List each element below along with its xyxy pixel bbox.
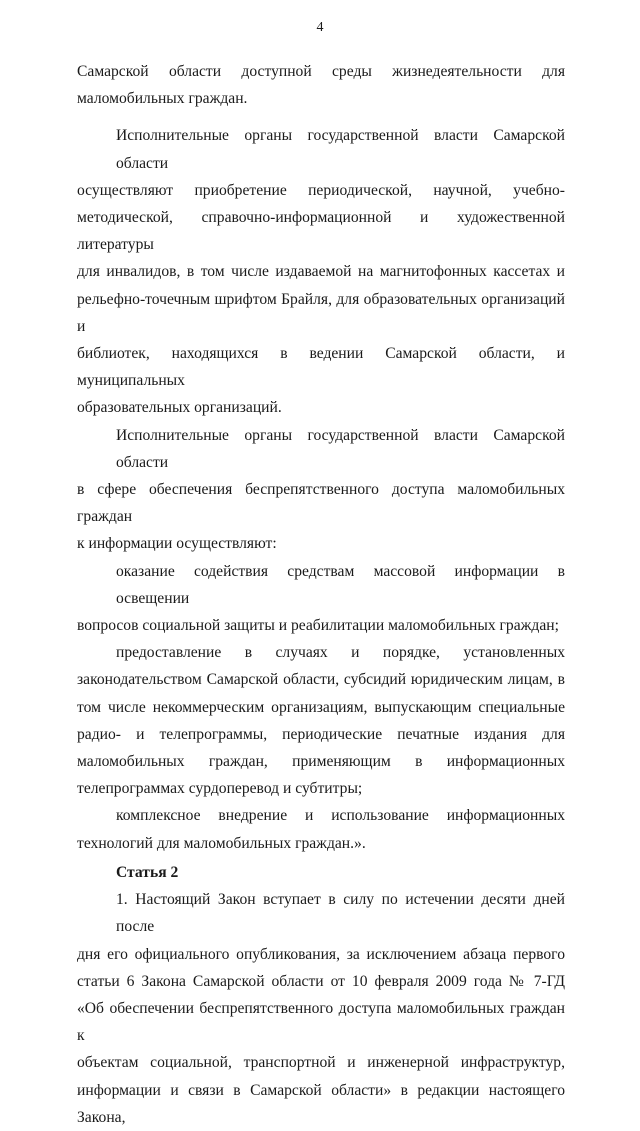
text-line: радио- и телепрограммы, периодические печатные издания для (77, 725, 565, 743)
text-line: к информации осуществляют: (77, 535, 277, 553)
text-line: законодательством Самарской области, субсидий юридическим лицам, в (77, 671, 565, 689)
text-line: 1. Настоящий Закон вступает в силу по истечении десяти дней после (116, 891, 565, 936)
paragraph (77, 886, 565, 1131)
text-line: библиотек, находящихся в ведении Самарской области, и муниципальных (77, 345, 565, 390)
text-line: дня его официального опубликования, за исключением абзаца первого (77, 945, 565, 963)
text-line: осуществляют приобретение периодической, научной, учебно- (77, 181, 565, 199)
text-line: методической, справочно-информационной и художественной литературы (77, 209, 565, 254)
text-line: предоставление в случаях и порядке, установленных (116, 644, 565, 662)
text-line: рельефно-точечным шрифтом Брайля, для образовательных организаций и (77, 290, 565, 335)
text-line: технологий для маломобильных граждан.». (77, 834, 366, 852)
text-line: информации и связи в Самарской области» в редакции настоящего Закона, (77, 1081, 565, 1126)
paragraph (77, 422, 565, 558)
text-line: для инвалидов, в том числе издаваемой на магнитофонных кассетах и (77, 263, 565, 281)
text-line: маломобильных граждан. (77, 90, 248, 108)
paragraph (77, 558, 565, 640)
text-line: телепрограммах сурдоперевод и субтитры; (77, 780, 363, 798)
text-line: статьи 6 Закона Самарской области от 10 февраля 2009 года № 7-ГД (77, 972, 565, 990)
text-line: Исполнительные органы государственной власти Самарской области (116, 426, 565, 471)
document-body (77, 58, 565, 1131)
paragraph (77, 122, 565, 421)
text-line: оказание содействия средствам массовой информации в освещении (116, 562, 565, 607)
text-line: объектам социальной, транспортной и инженерной инфраструктур, (77, 1054, 565, 1072)
text-line: том числе некоммерческим организациям, выпускающим специальные (77, 698, 565, 716)
paragraph (77, 802, 565, 856)
page-number: 4 (316, 20, 324, 35)
text-line: Самарской области доступной среды жизнедеятельности для (77, 63, 565, 80)
text-line: вопросов социальной защиты и реабилитации маломобильных граждан; (77, 617, 559, 635)
text-line: «Об обеспечении беспрепятственного доступа маломобильных граждан к (77, 999, 565, 1045)
text-line: в сфере обеспечения беспрепятственного доступа маломобильных граждан (77, 481, 565, 526)
text-line: комплексное внедрение и использование информационных (116, 807, 565, 825)
text-line: маломобильных граждан, применяющим в информационных (77, 753, 565, 771)
article-title: Статья 2 (116, 863, 179, 881)
paragraph (77, 58, 565, 112)
text-line: Исполнительные органы государственной власти Самарской области (116, 127, 565, 172)
paragraph (77, 639, 565, 802)
text-line: образовательных организаций. (77, 399, 282, 417)
